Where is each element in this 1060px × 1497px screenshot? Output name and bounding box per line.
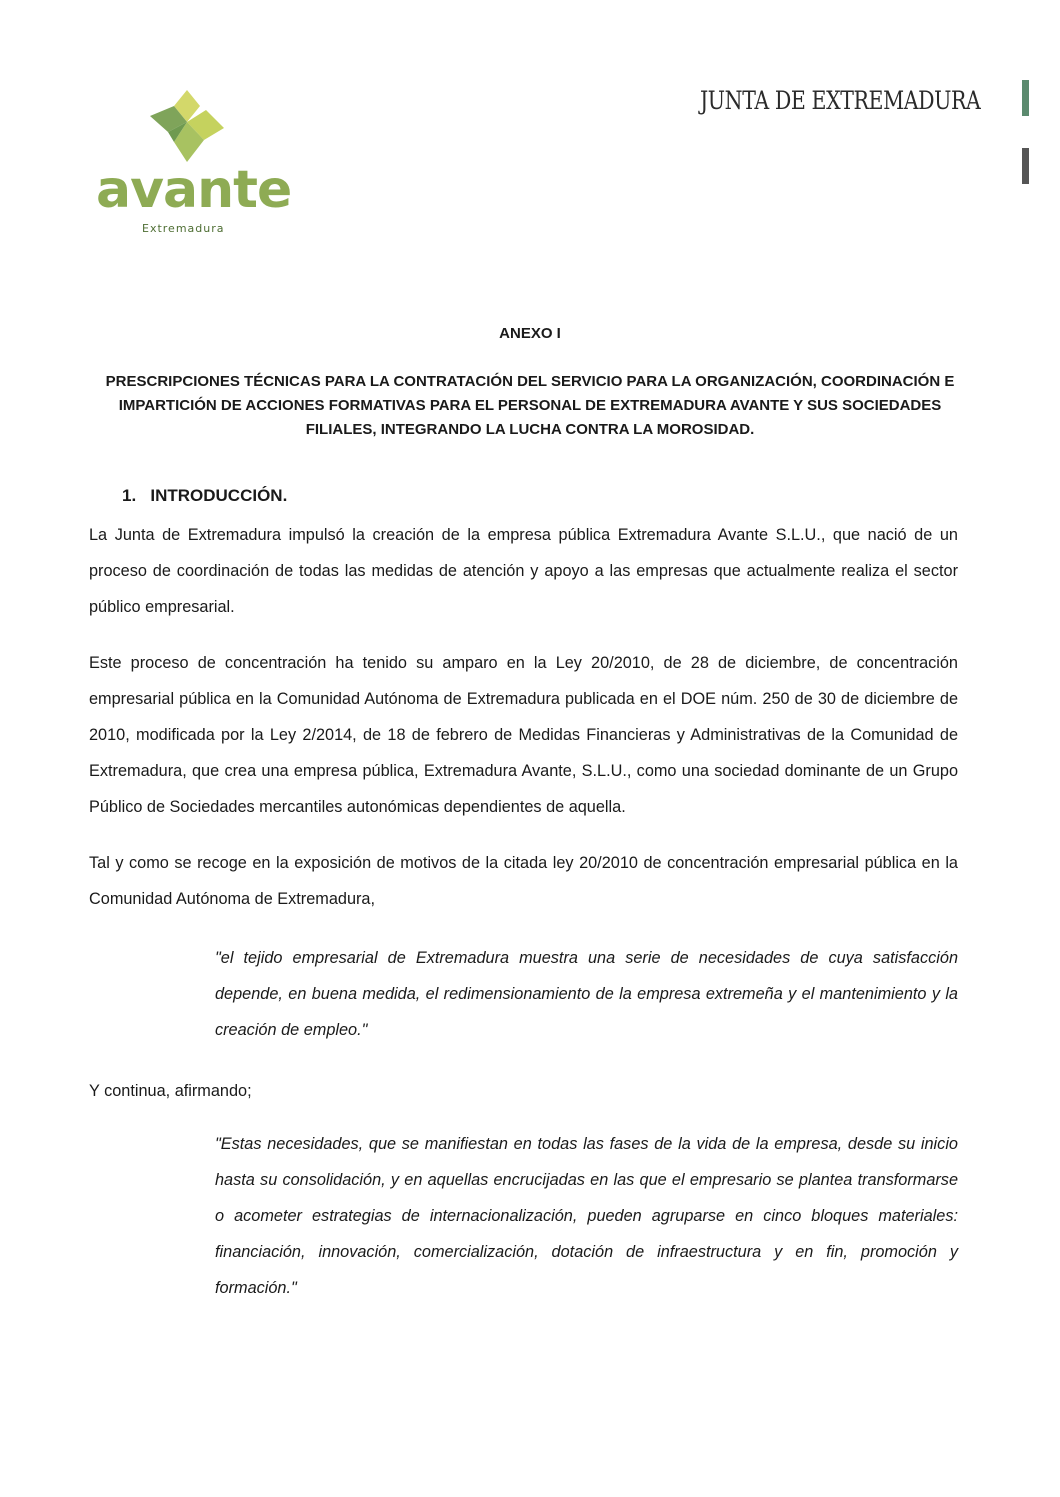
header-accent-bar: [1022, 80, 1029, 116]
section-heading: [122, 486, 287, 506]
header-accent-bar: [1022, 148, 1029, 184]
section-number: 1.: [122, 486, 137, 505]
section-title: INTRODUCCIÓN.: [150, 486, 288, 505]
annex-label: ANEXO I: [499, 325, 561, 342]
block-quote: "Estas necesidades, que se manifiestan en todas las fases de la vida de la empresa, desde su inicio hasta su consolidación, y en aquellas encrucijadas en las que el empresario se plantea transformarse o acometer estrategias de internacionalización, pueden agruparse en cinco bloques materiales: financiación, innovación, comercialización, dotación de infraestructura y en fin, promoción y formación.": [215, 1135, 958, 1297]
logo-subtitle: Extremadura: [142, 222, 225, 235]
block-quote: "el tejido empresarial de Extremadura muestra una serie de necesidades de cuya satisfacción depende, en buena medida, el redimensionamiento de la empresa extremeña y el mantenimiento y la creación de empleo.": [215, 949, 958, 1039]
paragraph: Y continua, afirmando;: [89, 1082, 252, 1100]
paragraph: Tal y como se recoge en la exposición de motivos de la citada ley 20/2010 de concentración empresarial pública en la Comunidad Autónoma de Extremadura,: [89, 854, 958, 908]
avante-logo: [96, 88, 296, 238]
logo-wordmark: avante: [96, 160, 292, 220]
paragraph: La Junta de Extremadura impulsó la creación de la empresa pública Extremadura Avante S.L.U., que nació de un proceso de coordinación de todas las medidas de atención y apoyo a las empresas que actualmente realiza el sector público empresarial.: [89, 526, 958, 616]
organization-name: JUNTA DE EXTREMADURA: [700, 86, 981, 115]
avante-logo-mark-icon: [148, 88, 226, 164]
paragraph: Este proceso de concentración ha tenido su amparo en la Ley 20/2010, de 28 de diciembre, de concentración empresarial pública en la Comunidad Autónoma de Extremadura publicada en el DOE núm. 250 de 30 de diciembre de 2010, modificada por la Ley 2/2014, de 18 de febrero de Medidas Financieras y Administrativas de la Comunidad de Extremadura, que crea una empresa pública, Extremadura Avante, S.L.U., como una sociedad dominante de un Grupo Público de Sociedades mercantiles autonómicas dependientes de aquella.: [89, 654, 958, 816]
document-title: PRESCRIPCIONES TÉCNICAS PARA LA CONTRATACIÓN DEL SERVICIO PARA LA ORGANIZACIÓN, COORDINACIÓN E IMPARTICIÓN DE ACCIONES FORMATIVAS PARA EL PERSONAL DE EXTREMADURA AVANTE Y SUS SOCIEDADES FILIALES, INTEGRANDO LA LUCHA CONTRA LA MOROSIDAD.: [105, 373, 955, 438]
